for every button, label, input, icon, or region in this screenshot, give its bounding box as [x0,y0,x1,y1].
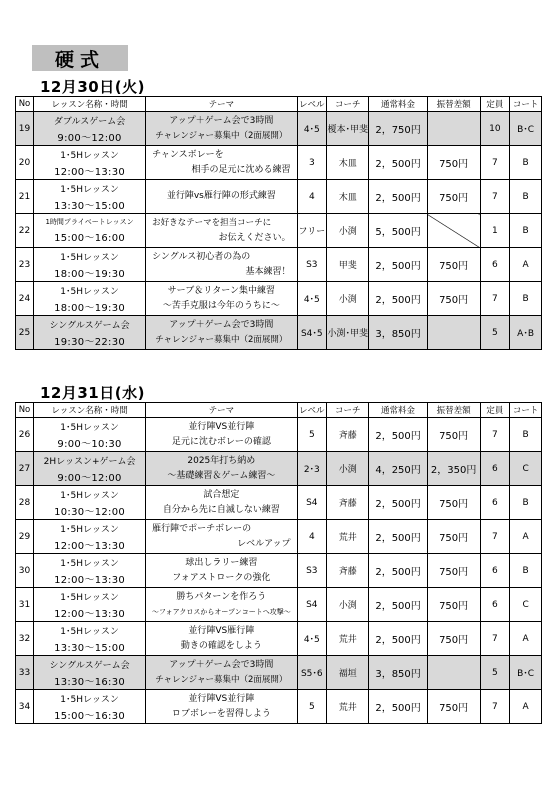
lesson-time: 13:30～16:30 [54,676,126,688]
table-row[interactable] [16,282,542,316]
lesson-name-time [33,146,145,180]
transfer-difference: 750円 [427,418,480,452]
lesson-number: 26 [16,418,34,452]
lesson-name: 1･5Hレッスン [60,490,119,501]
lesson-level: S4 [297,588,327,622]
table-row[interactable] [16,690,542,724]
lesson-name: 1時間プライベートレッスン [45,218,134,226]
lesson-theme [146,588,297,622]
regular-fee: 2，500円 [369,554,427,588]
lesson-theme [146,214,297,248]
lesson-name: 1･5Hレッスン [60,558,119,569]
court: B [510,146,542,180]
table-row[interactable] [16,112,542,146]
lesson-number: 23 [16,248,34,282]
coach-name: 荒井 [327,690,369,724]
lesson-name-time [33,656,145,690]
capacity: 7 [480,622,510,656]
capacity: 10 [480,112,510,146]
coach-name: 荒井 [327,520,369,554]
regular-fee: 4，250円 [369,452,427,486]
table-header-row [16,403,542,418]
column-header: 振替差額 [427,97,480,112]
capacity: 5 [480,316,510,350]
court: C [510,452,542,486]
regular-fee: 2，500円 [369,588,427,622]
lesson-name: 1･5Hレッスン [60,184,119,195]
court: A [510,690,542,724]
coach-name: 木皿 [327,180,369,214]
capacity: 7 [480,418,510,452]
lesson-time: 13:30～15:00 [54,642,126,654]
lesson-time: 18:00～19:30 [54,268,126,280]
coach-name: 小渕 [327,588,369,622]
lesson-number: 27 [16,452,34,486]
lesson-name: シングルスゲーム会 [49,320,130,331]
column-header: レッスン名称・時間 [33,403,145,418]
theme-line: チャレンジャー募集中（2面展開） [155,674,288,685]
transfer-difference: 750円 [427,622,480,656]
theme-line: ～苦手克服は今年のうちに～ [162,300,280,311]
lesson-name: 1･5Hレッスン [60,592,119,603]
coach-name: 榎本･甲斐 [327,112,369,146]
lesson-level: 2･3 [297,452,327,486]
lesson-number: 33 [16,656,34,690]
coach-name: 甲斐 [327,248,369,282]
regular-fee: 3，850円 [369,656,427,690]
transfer-difference-na [427,214,480,248]
theme-line: 並行陣VS並行陣 [188,421,255,432]
table-row[interactable] [16,588,542,622]
theme-line: お好きなテーマを担当コーチに [152,217,272,228]
coach-name: 斉藤 [327,418,369,452]
lesson-level: 4･5 [297,282,327,316]
regular-fee: 5，500円 [369,214,427,248]
court: C [510,588,542,622]
transfer-difference: 750円 [427,180,480,214]
theme-line: 相手の足元に沈める練習 [191,164,291,175]
lesson-level: S3 [297,554,327,588]
lesson-name: 1･5Hレッスン [60,422,119,433]
lesson-number: 31 [16,588,34,622]
table-header-row [16,97,542,112]
column-header: 振替差額 [427,403,480,418]
regular-fee: 2，500円 [369,690,427,724]
lesson-theme [146,622,297,656]
table-row[interactable] [16,452,542,486]
theme-line: ～基礎練習＆ゲーム練習～ [167,470,276,481]
capacity: 7 [480,146,510,180]
lesson-number: 19 [16,112,34,146]
capacity: 6 [480,486,510,520]
lesson-number: 24 [16,282,34,316]
column-header: レッスン名称・時間 [33,97,145,112]
theme-line: 自分から先に自滅しない練習 [162,504,280,515]
lesson-name: シングルスゲーム会 [49,660,130,671]
lesson-number: 29 [16,520,34,554]
lesson-name: ダブルスゲーム会 [53,116,126,127]
theme-line: 勝ちパターンを作ろう [176,591,267,602]
lesson-time: 15:00～16:30 [54,710,126,722]
theme-line: サーブ＆リターン集中練習 [167,285,276,296]
lesson-theme [146,248,297,282]
lesson-level: 4 [297,180,327,214]
capacity: 5 [480,656,510,690]
court: B [510,486,542,520]
court: A [510,622,542,656]
theme-line: 試合想定 [203,489,240,500]
column-header: 定員 [480,97,510,112]
court: A [510,248,542,282]
capacity: 6 [480,452,510,486]
lesson-theme [146,146,297,180]
theme-line: チャレンジャー募集中（2面展開） [155,334,288,345]
column-header: テーマ [146,97,297,112]
regular-fee: 2，500円 [369,282,427,316]
table-row[interactable] [16,248,542,282]
lesson-level: S4･5 [297,316,327,350]
schedule-table [15,402,542,724]
capacity: 1 [480,214,510,248]
lesson-theme [146,112,297,146]
lesson-level: 4･5 [297,622,327,656]
lesson-number: 21 [16,180,34,214]
capacity: 6 [480,554,510,588]
lesson-name-time [33,452,145,486]
lesson-name-time [33,180,145,214]
regular-fee: 2，500円 [369,520,427,554]
lesson-theme [146,656,297,690]
coach-name: 斉藤 [327,554,369,588]
theme-line: 並行陣VS雁行陣 [188,625,255,636]
coach-name: 木皿 [327,146,369,180]
transfer-difference-na [427,316,480,350]
lesson-theme [146,316,297,350]
court: B [510,180,542,214]
lesson-time: 18:00～19:30 [54,302,126,314]
lesson-time: 12:00～13:30 [54,608,126,620]
lesson-theme [146,282,297,316]
court: B [510,282,542,316]
coach-name: 小渕 [327,214,369,248]
theme-line: アップ＋ゲーム会で3時間 [169,319,274,330]
regular-fee: 2，500円 [369,180,427,214]
transfer-difference: 2，350円 [427,452,480,486]
column-header: 通常料金 [369,97,427,112]
theme-line: 並行陣vs雁行陣の形式練習 [166,191,276,201]
lesson-level: 4 [297,520,327,554]
lesson-level: 5 [297,690,327,724]
theme-line: アップ＋ゲーム会で3時間 [169,115,274,126]
lesson-time: 12:00～13:30 [54,166,126,178]
lesson-name-time [33,316,145,350]
transfer-difference: 750円 [427,520,480,554]
lesson-name-time [33,690,145,724]
theme-line: お伝えください。 [218,232,291,243]
table-row[interactable] [16,520,542,554]
lesson-name: 1･5Hレッスン [60,524,119,535]
capacity: 7 [480,520,510,554]
column-header: テーマ [146,403,297,418]
table-row[interactable] [16,214,542,248]
lesson-name: 1･5Hレッスン [60,252,119,263]
theme-line: シングルス初心者の為の [152,251,251,262]
column-header: 定員 [480,403,510,418]
transfer-difference: 750円 [427,554,480,588]
lesson-level: S3 [297,248,327,282]
coach-name: 小渕 [327,452,369,486]
lesson-name-time [33,520,145,554]
capacity: 6 [480,588,510,622]
lesson-time: 19:30～22:30 [54,336,126,348]
theme-line: フォアストロークの強化 [172,572,271,583]
section-date: 12月30日(火) [40,78,145,96]
lesson-name-time [33,248,145,282]
regular-fee: 2，750円 [369,112,427,146]
theme-line: チャレンジャー募集中（2面展開） [155,130,288,141]
lesson-number: 30 [16,554,34,588]
court: B･C [510,656,542,690]
theme-line: 2025年打ち納め [187,455,256,466]
lesson-name-time [33,418,145,452]
court: B [510,554,542,588]
lesson-theme [146,180,297,214]
lesson-time: 9:00～12:00 [57,132,122,144]
lesson-level: S4 [297,486,327,520]
column-header: コーチ [327,97,369,112]
column-header: コーチ [327,403,369,418]
table-row[interactable] [16,316,542,350]
lesson-number: 22 [16,214,34,248]
regular-fee: 3，850円 [369,316,427,350]
lesson-theme [146,554,297,588]
column-header: No [16,97,34,112]
column-header: No [16,403,34,418]
transfer-difference-na [427,112,480,146]
court: A･B [510,316,542,350]
lesson-theme [146,690,297,724]
lesson-name: 2Hレッスン+ゲーム会 [43,456,136,467]
lesson-number: 25 [16,316,34,350]
transfer-difference: 750円 [427,486,480,520]
lesson-level: 4･5 [297,112,327,146]
transfer-difference: 750円 [427,146,480,180]
theme-line: 球出しラリー練習 [185,557,258,568]
coach-name: 小渕･甲斐 [327,316,369,350]
lesson-time: 9:00～12:00 [57,472,122,484]
table-row[interactable] [16,486,542,520]
lesson-name-time [33,214,145,248]
lesson-number: 32 [16,622,34,656]
theme-line: ～フォアクロスからオープンコートへ攻撃～ [151,607,291,616]
capacity: 7 [480,282,510,316]
table-row[interactable] [16,622,542,656]
schedule-table [15,96,542,350]
lesson-name-time [33,112,145,146]
court: A [510,520,542,554]
capacity: 6 [480,248,510,282]
section-date: 12月31日(水) [40,384,145,402]
lesson-time: 13:30～15:00 [54,200,126,212]
lesson-name: 1･5Hレッスン [60,150,119,161]
theme-line: ロブボレーを習得しよう [171,708,271,719]
theme-line: 基本練習！ [245,266,291,277]
regular-fee: 2，500円 [369,248,427,282]
table-row[interactable] [16,146,542,180]
column-header: 通常料金 [369,403,427,418]
capacity: 7 [480,690,510,724]
lesson-name-time [33,486,145,520]
court: B･C [510,112,542,146]
regular-fee: 2，500円 [369,486,427,520]
theme-line: アップ＋ゲーム会で3時間 [169,659,274,670]
lesson-level: 3 [297,146,327,180]
lesson-level: S5･6 [297,656,327,690]
transfer-difference: 750円 [427,690,480,724]
transfer-difference-na [427,656,480,690]
coach-name: 荒井 [327,622,369,656]
capacity: 7 [480,180,510,214]
table-row[interactable] [16,656,542,690]
column-header: コート [510,403,542,418]
theme-line: 動きの確認をしよう [180,640,262,651]
lesson-name: 1･5Hレッスン [60,626,119,637]
transfer-difference: 750円 [427,248,480,282]
lesson-name-time [33,588,145,622]
lesson-level: フリー [297,214,327,248]
court: B [510,214,542,248]
coach-name: 福垣 [327,656,369,690]
court: B [510,418,542,452]
transfer-difference: 750円 [427,588,480,622]
theme-line: チャンスボレーを [152,149,224,160]
lesson-level: 5 [297,418,327,452]
coach-name: 小渕 [327,282,369,316]
regular-fee: 2，500円 [369,418,427,452]
theme-line: 並行陣VS並行陣 [188,693,255,704]
lesson-name-time [33,554,145,588]
lesson-name: 1･5Hレッスン [60,286,119,297]
table-row[interactable] [16,418,542,452]
lesson-theme [146,520,297,554]
theme-line: 雁行陣でポーチボレーの [152,523,252,534]
lesson-theme [146,486,297,520]
lesson-theme [146,452,297,486]
lesson-time: 10:30～12:00 [54,506,126,518]
lesson-time: 12:00～13:30 [54,574,126,586]
column-header: コート [510,97,542,112]
lesson-number: 34 [16,690,34,724]
lesson-theme [146,418,297,452]
column-header: レベル [297,97,327,112]
theme-line: 足元に沈むボレーの確認 [171,436,271,447]
lesson-time: 9:00～10:30 [57,438,122,450]
lesson-name-time [33,282,145,316]
lesson-time: 15:00～16:00 [54,233,126,244]
transfer-difference: 750円 [427,282,480,316]
regular-fee: 2，500円 [369,622,427,656]
theme-line: レベルアップ [237,538,291,549]
table-row[interactable] [16,554,542,588]
column-header: レベル [297,403,327,418]
lesson-name: 1･5Hレッスン [60,694,119,705]
regular-fee: 2，500円 [369,146,427,180]
lesson-number: 28 [16,486,34,520]
coach-name: 斉藤 [327,486,369,520]
page-title: 硬式 [32,45,128,71]
table-row[interactable] [16,180,542,214]
lesson-number: 20 [16,146,34,180]
lesson-name-time [33,622,145,656]
lesson-time: 12:00～13:30 [54,540,126,552]
